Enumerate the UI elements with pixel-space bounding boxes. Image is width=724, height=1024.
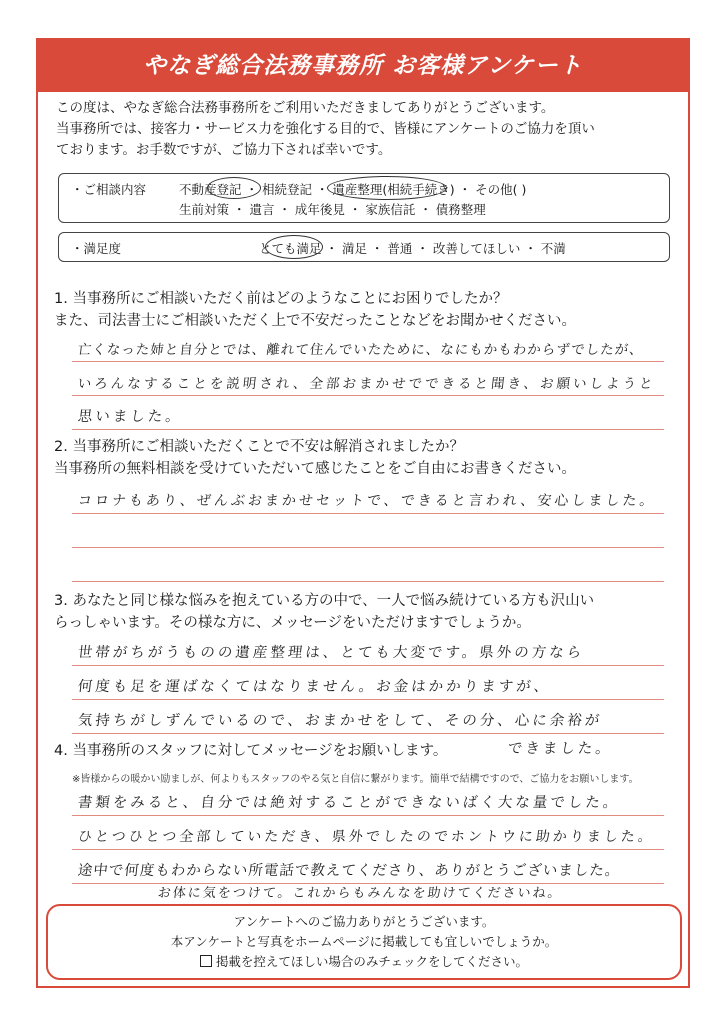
intro-line: ております。お手数ですが、ご協力下されば幸いです。 — [56, 142, 392, 158]
answer-line — [72, 362, 664, 396]
question-3 — [54, 590, 682, 634]
selection-circle — [265, 235, 323, 259]
answer-line — [72, 850, 664, 884]
checkbox-label: 掲載を控えてほしい場合のみチェックをしてください。 — [215, 954, 529, 969]
handwritten-answer: 書類をみると、自分では絶対することができないばく大な量でした。 — [77, 795, 622, 811]
consultation-box — [58, 173, 670, 223]
handwritten-answer: 世帯がちがうものの遺産整理は、とても大変です。県外の方なら — [77, 645, 586, 661]
question-1 — [54, 288, 682, 332]
closing-line: アンケートへのご協力ありがとうございます。 — [233, 914, 495, 929]
handwritten-answer: 思いました。 — [77, 409, 184, 425]
page-title: やなぎ総合法務事務所 お客様アンケート — [38, 40, 688, 92]
handwritten-answer: 亡くなった姉と自分とでは、離れて住んでいたために、なにもかもわからずでしたが、 — [76, 342, 645, 358]
consultation-options-row2[interactable]: 生前対策 ・ 遺言 ・ 成年後見 ・ 家族信託 ・ 債務整理 — [179, 202, 486, 217]
question-2 — [54, 436, 682, 480]
answer-line — [72, 782, 664, 816]
handwritten-answer: コロナもあり、ぜんぶおまかせセットで、できると言われ、安心しました。 — [77, 493, 658, 509]
answer-line — [72, 396, 664, 430]
question-line: 3. あなたと同じ様な悩みを抱えている方の中で、一人で悩み続けている方も沢山い — [54, 593, 595, 609]
question-line: 当事務所の無料相談を受けていただいて感じたことをご自由にお書きください。 — [54, 461, 576, 477]
satisfaction-options[interactable]: とても満足 ・ 満足 ・ 普通 ・ 改善してほしい ・ 不満 — [259, 241, 566, 256]
handwritten-answer: お体に気をつけて。これからもみんなを助けてくださいね。 — [157, 886, 564, 901]
answer-line — [72, 816, 664, 850]
question-line: また、司法書士にご相談いただく上で不安だったことなどをお聞かせください。 — [54, 313, 576, 329]
question-line: 4. 当事務所のスタッフに対してメッセージをお願いします。 — [54, 743, 448, 759]
handwritten-answer: できました。 — [507, 741, 614, 757]
answer-line — [72, 632, 664, 666]
handwritten-answer: 何度も足を運ばなくてはなりません。お金はかかりますが、 — [77, 679, 553, 695]
closing-line — [48, 952, 680, 972]
answer-2-lines — [72, 480, 664, 582]
question-4 — [54, 740, 682, 762]
consultation-label: ・ご相談内容 — [71, 182, 147, 197]
handwritten-answer: いろんなすることを説明され、全部おまかせでできると聞き、お願いしようと — [76, 376, 657, 392]
answer-3-lines — [72, 632, 664, 734]
satisfaction-box — [58, 232, 670, 262]
intro-line: 当事務所では、接客力・サービス力を強化する目的で、皆様にアンケートのご協力を頂い — [56, 121, 595, 137]
question-4-note: ※皆様からの暖かい励ましが、何よりもスタッフのやる気と自信に繋がります。簡単で結構ですので、ご協力をお願いします。 — [72, 774, 639, 785]
intro-line: この度は、やなぎ総合法務事務所をご利用いただきましてありがとうございます。 — [56, 100, 555, 116]
answer-line — [72, 700, 664, 734]
selection-circle — [327, 176, 447, 200]
survey-sheet — [36, 38, 690, 988]
selection-circle — [207, 177, 261, 199]
question-line: 2. 当事務所にご相談いただくことで不安は解消されましたか？ — [54, 439, 464, 455]
answer-line — [72, 548, 664, 582]
answer-line — [72, 328, 664, 362]
question-line: 1. 当事務所にご相談いただく前はどのようなことにお困りでしたか？ — [54, 291, 508, 307]
answer-line — [72, 666, 664, 700]
handwritten-answer: 気持ちがしずんでいるので、おまかせをして、その分、心に余裕が — [77, 713, 604, 729]
answer-1-lines — [72, 328, 664, 430]
question-line: らっしゃいます。その様な方に、メッセージをいただけますでしょうか。 — [54, 615, 531, 631]
answer-line — [72, 514, 664, 548]
answer-4-lines — [72, 782, 664, 884]
answer-line — [72, 480, 664, 514]
handwritten-answer: 途中で何度もわからない所電話で教えてくださり、ありがとうございました。 — [77, 863, 622, 879]
handwritten-answer: ひとつひとつ全部していただき、県外でしたのでホントウに助かりました。 — [77, 829, 656, 845]
intro-text — [56, 98, 686, 161]
publish-opt-out-checkbox[interactable] — [200, 955, 212, 967]
satisfaction-label: ・満足度 — [71, 241, 122, 256]
closing-box — [46, 904, 682, 980]
consultation-options-row1[interactable]: 不動産登記 ・ 相続登記 ・ 遺産整理(相続手続き) ・ その他( ) — [179, 182, 527, 197]
closing-line: 本アンケートと写真をホームページに掲載しても宜しいでしょうか。 — [170, 934, 558, 949]
